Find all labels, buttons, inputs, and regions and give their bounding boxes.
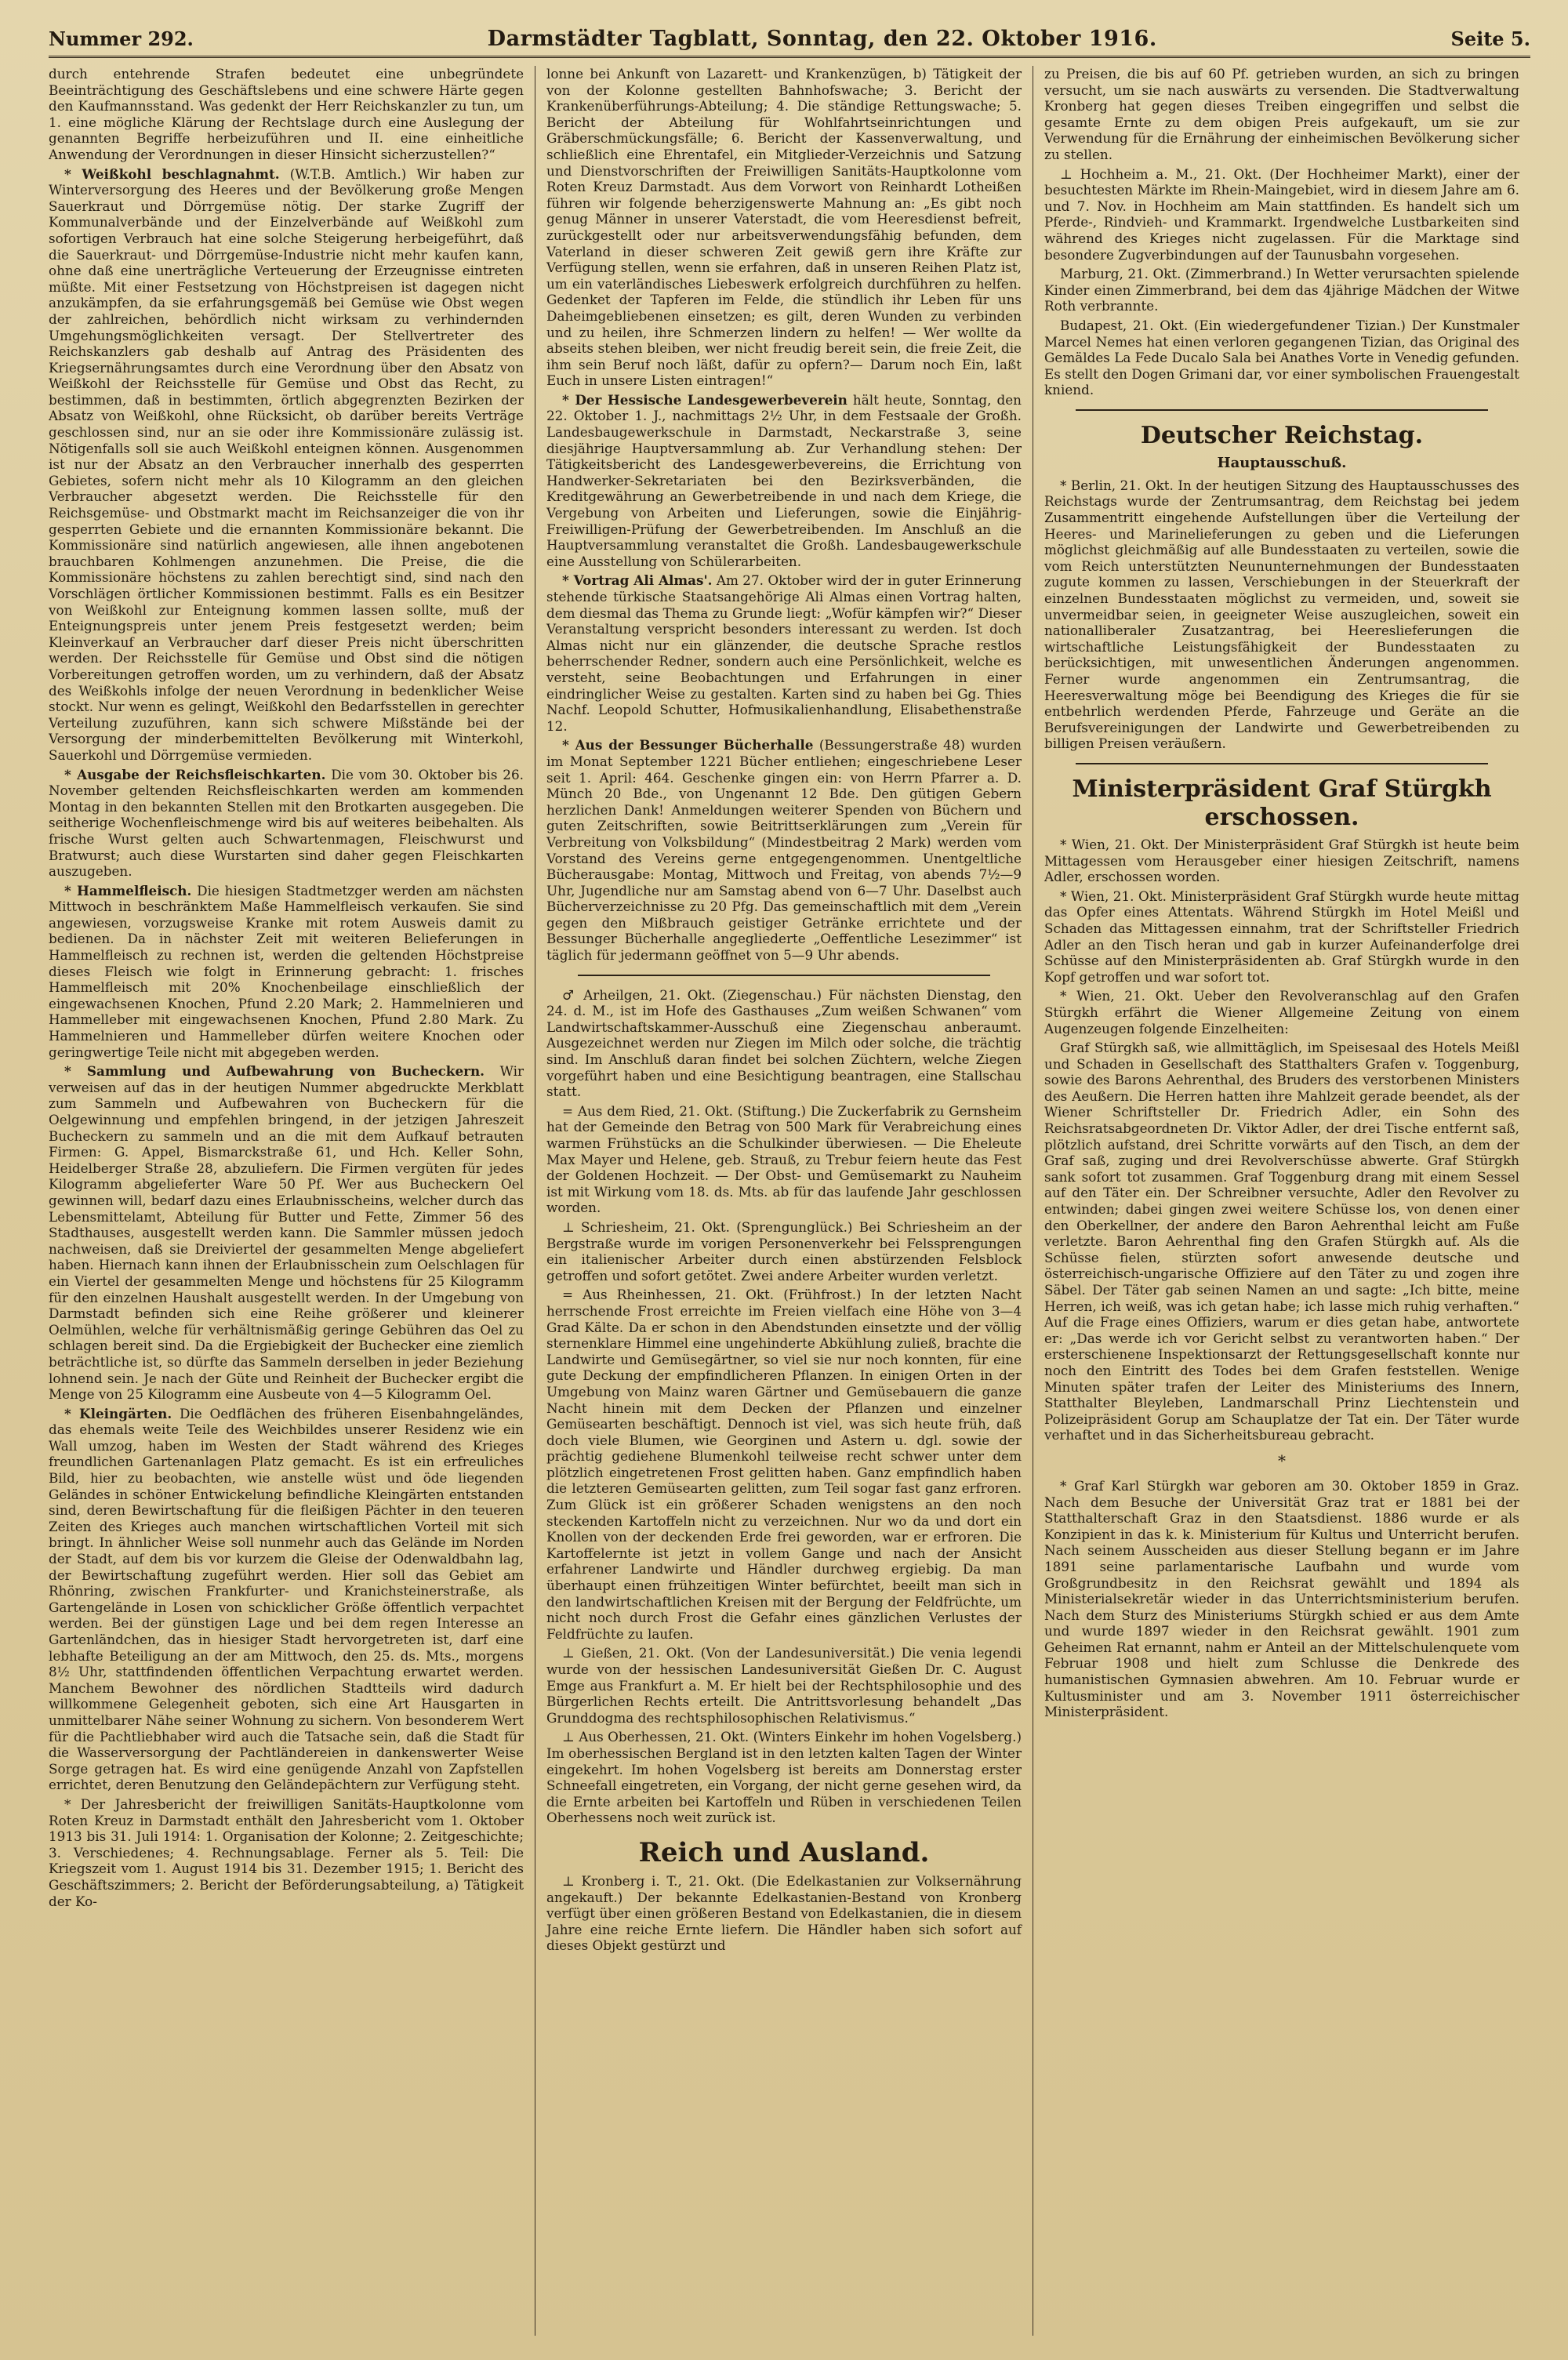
article-heading: * Sammlung und Aufbewahrung von Bucheckern. bbox=[64, 1063, 485, 1080]
separator-star: * bbox=[1278, 1450, 1286, 1470]
article-weisskohl bbox=[49, 166, 524, 764]
newspaper-title-date: Darmstädter Tagblatt, Sonntag, den 22. Oktober 1916. bbox=[487, 27, 1157, 51]
column-2 bbox=[535, 66, 1033, 2336]
column-1 bbox=[49, 66, 535, 2336]
article-fleischkarten bbox=[49, 767, 524, 880]
article-source: (W.T.B. Amtlich.) bbox=[289, 165, 407, 182]
article-rheinhessen: = Aus Rheinhessen, 21. Okt. (Frühfrost.) In der letzten Nacht herrschende Frost erreichte im Freien vielfach eine Höhe von 3—4 Grad Kälte. Da er schon in den Abendstunden einsetzte und der völlig sternenklare Himmel eine ungehinderte Abkühlung zuließ, brachte die Landwirte und Gemüsegärtner, so viel sie nur noch konnten, für eine gute Deckung der empfindlicheren Pflanzen. In einigen Orten in der Umgebung von Mainz waren Gärtner und Gemüsebauern die ganze Nacht hinein mit dem Decken der Pflanzen und einzelner Gemüsearten beschäftigt. Dennoch ist viel, was sich heute früh, daß doch viele Blumen, wie Georginen und Astern u. dgl. sowie der prächtig gediehene Blumenkohl teilweise recht schwer unter dem plötzlich eingetretenen Frost gelitten haben. Ganz empfindlich haben die letzteren Gemüsearten gelitten, zum Teil sogar fast ganz erfroren. Zum Glück ist ein größerer Schaden wenigstens an den noch steckenden Kartoffeln nicht zu verzeichnen. Nur wo da und dort ein Knollen von der deckenden Erde frei geworden, war er erfroren. Die Kartoffelernte ist jetzt in vollem Gange und nach der Ansicht erfahrener Landwirte und Händler durchweg ergiebig. Da man überhaupt einen frühzeitigen Winter befürchtet, beeilt man sich in den landwirtschaftlichen Kreisen mit der Bergung der Feldfrüchte, um nicht noch durch Frost die Gefahr eines gänzlichen Verlustes der Feldfrüchte zu laufen. bbox=[546, 1287, 1022, 1642]
article-reichstag: * Berlin, 21. Okt. In der heutigen Sitzung des Hauptausschusses des Reichstags wurde der Zentrumsantrag, dem Reichstag bei jedem Zusammentritt eingehende Aufstellungen über die Verteilung der Heeres- und Marinelieferungen zu geben und die Lieferungen möglichst gleichmäßig auf alle Bundesstaaten zu verteilen, sowie die vom Reich unterstützten Neununternehmungen der Bundesstaaten zugute kommen zu lassen, Verschiebungen in der Steuerkraft der einzelnen Bundesstaaten möglichst zu vermeiden, und, soweit sie unvermeidbar seien, in geeigneter Weise auszugleichen, soweit ein nationalliberaler Zusatzantrag, bei Heereslieferungen die wirtschaftliche Leistungsfähigkeit der Bundesstaaten zu berücksichtigen, mit unwesentlichen Änderungen angenommen. Ferner wurde angenommen ein Zentrumsantrag, die Heeresverwaltung möge bei Beendigung des Krieges die für sie entbehrlich werdenden Pferde, Fahrzeuge und Geräte an die Berufsvereinigungen der Landwirte und Gewerbetreibenden zu billigen Preisen veräußern. bbox=[1044, 477, 1519, 752]
section-title: Reich und Ausland. bbox=[638, 1836, 930, 1868]
article-oberhessen: ⊥ Aus Oberhessen, 21. Okt. (Winters Einkehr im hohen Vogelsberg.) Im oberhessischen Bergland ist in den letzten kalten Tagen der Winter eingekehrt. Im hohen Vogelsberg ist bereits am Donnerstag erster Schneefall eingetreten, ein Vorgang, der nicht gerne gesehen wird, da die Ernte arbeiten bei Kartoffeln und Rüben in verschiedenen Teilen Oberhessens noch weit zurück ist. bbox=[546, 1729, 1022, 1826]
masthead bbox=[49, 27, 1530, 58]
article-stuergkh-bio: * Graf Karl Stürgkh war geboren am 30. Oktober 1859 in Graz. Nach dem Besuche der Universität Graz trat er 1881 bei der Statthalterschaft Graz in den Staatsdienst. 1886 wurde er als Konzipient in das k. k. Ministerium für Kultus und Unterricht berufen. Nach seinem Ausscheiden aus dieser Stellung begann er im Jahre 1891 seine parlamentarische Laufbahn und wurde vom Großgrundbesitz in den Reichsrat gewählt und 1894 als Ministerialsekretär wieder in das Unterrichtsministerium berufen. Nach dem Sturz des Ministeriums Stürgkh schied er aus dem Amte und wurde 1897 wieder in den Reichsrat gewählt. 1901 zum Geheimen Rat ernannt, nahm er Anteil an der Mittelschulenquete vom Februar 1908 und hielt zum Schlusse die Denkrede des humanistischen Gymnasien abwehren. Am 10. Februar wurde er Kultusminister und am 3. November 1911 österreichischer Ministerpräsident. bbox=[1044, 1477, 1519, 1720]
article-hochheim: ⊥ Hochheim a. M., 21. Okt. (Der Hochheimer Markt), einer der besuchtesten Märkte im Rhein-Maingebiet, wird in diesem Jahre am 6. und 7. Nov. in Hochheim am Main stattfinden. Es handelt sich um Pferde-, Rindvieh- und Krammarkt. Irgendwelche Lustbarkeiten sind während des Krieges nicht zugelassen. Für die Marktage sind besondere Zugverbindungen auf der Taunusbahn vorgesehen. bbox=[1044, 165, 1519, 263]
article-heading: * Hammelfleisch. bbox=[64, 882, 192, 899]
article-body: Am 27. Oktober wird der in guter Erinnerung stehende türkische Staatsangehörige Ali Almas einen Vortrag halten, dem diesmal das Thema zu Grunde liegt: „Wofür kämpfen wir?“ Dieser Veranstaltung verspricht besonders interessant zu werden. Ist doch Almas nicht nur ein glänzender, die deutsche Sprache restlos beherrschender Redner, sondern auch eine Persönlichkeit, welche es versteht, seine Beobachtungen und Erfahrungen in einer eindringlicher Weise zu gestalten. Karten sind zu haben bei Gg. Thies Nachf. Leopold Schutter, Hofmusikalienhandlung, Elisabethenstraße 12. bbox=[546, 572, 1022, 734]
article-stuergkh-4: Graf Stürgkh saß, wie allmittäglich, im Speisesaal des Hotels Meißl und Schaden in Gesellschaft des Statthalters Grafen v. Toggenburg, sowie des Barons Aehrenthal, des Bruders des verstorbenen Ministers des Aeußern. Die Herren hatten ihre Mahlzeit gerade beendet, als der Wiener Schriftsteller Dr. Friedrich Adler, ein Sohn des Reichsratsabgeordneten Dr. Viktor Adler, der drei Tische entfernt saß, plötzlich aufstand, drei Schritte vorwärts auf den Tisch, an dem der Graf saß, zuging und drei Revolverschüsse abwerte. Graf Stürgkh sank sofort tot zusammen. Graf Toggenburg drang mit einem Sessel auf den Täter ein. Der Schreibner versuchte, Adler den Revolver zu entwinden; dabei gingen zwei weitere Schüsse los, von denen einer den Oberkellner, der andere den Baron Aehrenthal leicht am Fuße verletzte. Baron Aehrenthal fing den Grafen Stürgkh auf. Als die Schüsse fielen, stürzten sofort anwesende deutsche und österreichisch-ungarische Offiziere auf den Täter zu und zogen ihre Säbel. Der Täter gab seinen Namen an und sagte: „Ich bitte, meine Herren, ich weiß, was ich getan habe; ich lasse mich ruhig verhaften.“ Auf die Frage eines Offiziers, warum er dies getan habe, antwortete er: „Das werde ich vor Gericht selbst zu verantworten haben.“ Der ersterschienene Inspektionsarzt der Rettungsgesellschaft konnte nur noch den Eintritt des Todes bei dem Grafen feststellen. Wenige Minuten später trafen der Leiter des Ministeriums des Innern, Statthalter Bleyleben, Landmarschall Prinz Liechtenstein und Polizeipräsident Gorup am Schauplatze der Tat ein. Der Täter wurde verhaftet und in das Sicherheitsbureau gebracht. bbox=[1044, 1040, 1519, 1443]
article-kleingaerten bbox=[49, 1406, 524, 1793]
article-landesgewerbeverein bbox=[546, 392, 1022, 570]
article-budapest: Budapest, 21. Okt. (Ein wiedergefundener Tizian.) Der Kunstmaler Marcel Nemes hat einen verloren gegangenen Tizian, das Original des Gemäldes La Fede Ducalo Sala bei Anathes Vorte in Venedig gefunden. Es stellt den Dogen Grimani dar, vor einer symbolischen Frauengestalt kniend. bbox=[1044, 317, 1519, 398]
article-body: Die Oedflächen des früheren Eisenbahngeländes, das ehemals weite Teile des Weichbildes unserer Residenz wie ein Wall umzog, haben im Westen der Stadt während des Krieges freundlichen Gartenanlagen Platz gemacht. Es ist ein erfreuliches Bild, hier zu beobachten, wie anstelle wüst und öde liegenden Geländes in schöner Entwickelung befindliche Kleingärten entstanden sind, deren Bewirtschaftung für die fleißigen Pächter in den teueren Zeiten des Krieges auch manchen wirtschaftlichen Vorteil mit sich bringt. In ähnlicher Weise soll nunmehr auch das Gelände im Norden der Stadt, auf dem bis vor kurzem die Gleise der Odenwaldbahn lag, der Bewirtschaftung zugeführt werden. Hier soll das Gebiet am Rhönring, zwischen Frankfurter- und Kranichsteinerstraße, als Gartengelände in Losen von schicklicher Größe öffentlich verpachtet werden. Bei der günstigen Lage und bei dem regen Interesse an Gartenländchen, das in hiesiger Stadt hervorgetreten ist, darf eine lebhafte Beteiligung an der am Mittwoch, den 25. ds. Mts., morgens 8½ Uhr, stattfindenden öffentlichen Verpachtung erwartet werden. Manchem Bewohner des nördlichen Stadtteils wird dadurch willkommene Gelegenheit geboten, sich eine Art Hausgarten in unmittelbarer Nähe seiner Wohnung zu sichern. Von besonderem Wert für die Pachtliebhaber wird auch die Tatsache sein, daß die Stadt für die Wasserversorgung der Pachtländereien in dankenswerter Weise Sorge getragen hat. Es wird eine genügende Anzahl von Zapfstellen errichtet, deren Benutzung den Geländepächtern zur Verfügung steht. bbox=[49, 1405, 524, 1793]
article-body: Wir haben zur Winterversorgung des Heeres und der Bevölkerung große Mengen Sauerkraut und Dörrgemüse nötig. Der starke Zugriff der Kommunalverbände und der Einzelverbände auf Weißkohl zum sofortigen Verbrauch hat eine solche Steigerung herbeigeführt, daß die Sauerkraut- und Dörrgemüse-Industrie nicht mehr kaufen kann, ohne daß eine unerträgliche Verteuerung der Erzeugnisse eintreten müßte. Mit einer Festsetzung von Höchstpreisen ist dagegen nicht anzukämpfen, da sie erfahrungsgemäß bei Gemüse wie Obst wegen der zahlreichen, behördlich nicht wirksam zu verhindernden Umgehungsmöglichkeiten versagt. Der Stellvertreter des Reichskanzlers gab deshalb auf Antrag des Präsidenten des Kriegsernährungsamtes durch eine Verordnung über den Absatz von Weißkohl der Reichsstelle für Gemüse und Obst das Recht, zu bestimmen, daß in bestimmten, örtlich abgegrenzten Bezirken der Absatz von Weißkohl, ohne Rücksicht, ob darüber bereits Verträge geschlossen sind, nur an sie oder ihre Kommissionäre zulässig ist. Nötigenfalls soll sie auch Weißkohl enteignen können. Ausgenommen ist nur der Absatz an den Verbraucher innerhalb des gesperrten Gebietes, sofern nicht mehr als 10 Kilogramm an den gleichen Verbraucher abgesetzt werden. Die Reichsstelle für den Reichsgemüse- und Obstmarkt macht im Reichsanzeiger die von ihr gesperrten Gebiete und die ernannten Kommissionäre bekannt. Die Kommissionäre sind natürlich angewiesen, alle ihnen angebotenen brauchbaren Kohlmengen anzunehmen. Die Preise, die die Kommissionäre höchstens zu zahlen berechtigt sind, sind nach den Vorschlägen örtlicher Kommissionen bestimmt. Falls es ein Besitzer von Weißkohl zur Enteignung kommen lassen sollte, muß der Enteignungspreis unter jenem Preis festgesetzt werden; beim Kleinverkauf an Verbraucher darf dieser Preis nicht überschritten werden. Der Reichsstelle für Gemüse und Obst sind die nötigen Vorbereitungen getroffen worden, um zu verhindern, daß der Absatz des Weißkohls infolge der neuen Verordnung in bedenklicher Weise stockt. Nur wenn es gelingt, Weißkohl den Bedarfsstellen in gerechter Verteilung zuzuführen, kann sich schwere Mißstände bei der Versorgung der minderbemittelten Bevölkerung mit Winterkohl, Sauerkohl und Dörrgemüse vermieden. bbox=[49, 165, 524, 763]
article-ali-almas bbox=[546, 572, 1022, 734]
article-continuation: durch entehrende Strafen bedeutet eine unbegründete Beeinträchtigung des Geschäftslebens und eine schwere Härte gegen den Kaufmannsstand. Was gedenkt der Herr Reichskanzler zu tun, um 1. eine mögliche Klärung der Rechtslage durch eine Auslegung der genannten Begriffe herbeizuführen und II. eine einheitliche Anwendung der Verordnungen in dieser Hinsicht sicherzustellen?“ bbox=[49, 66, 524, 162]
article-schriesheim: ⊥ Schriesheim, 21. Okt. (Sprengunglück.) Bei Schriesheim an der Bergstraße wurde im vorigen Personenverkehr bei Felssprengungen ein italienischer Arbeiter durch einen abstürzenden Felsblock getroffen und sofort getötet. Zwei andere Arbeiter wurden verletzt. bbox=[546, 1218, 1022, 1283]
article-giessen: ⊥ Gießen, 21. Okt. (Von der Landesuniversität.) Die venia legendi wurde von der hessischen Landesuniversität Gießen Dr. C. August Emge aus Frankfurt a. M. Er hielt bei der Rechtsphilosophie und des Bürgerlichen Rechts erteilt. Die Antrittsvorlesung behandelt „Das Grunddogma des rechtsphilosophischen Relativismus.“ bbox=[546, 1645, 1022, 1726]
article-body: Die hiesigen Stadtmetzger werden am nächsten Mittwoch in beschränktem Maße Hammelfleisch verkaufen. Sie sind angewiesen, vorzugsweise Kranke mit rotem Ausweis damit zu bedienen. Da in nächster Zeit mit weiteren Belieferungen in Hammelfleisch zu rechnen ist, werden die geltenden Höchstpreise dieses Fleisch wie folgt in Erinnerung gebracht: 1. frisches Hammelfleisch mit 20% Knochenbeilage einschließlich der eingewachsenen Knochen, Pfund 2.20 Mark; 2. Hammelnieren und Hammelleber mit eingewachsenen Knochen, Pfund 2.80 Mark. Zu Hammelnieren und Hammelleber dürfen weitere Knochen oder geringwertige Teile nicht mit abgegeben werden. bbox=[49, 882, 524, 1060]
column-3 bbox=[1033, 66, 1530, 2336]
page-number: Seite 5. bbox=[1450, 27, 1530, 50]
article-kronberg: ⊥ Kronberg i. T., 21. Okt. (Die Edelkastanien zur Volksernährung angekauft.) Der bekannte Edelkastanien-Bestand von Kronberg verfügt über einen größeren Bestand von Edelkastanien, die in diesem Jahre eine reiche Ernte liefern. Die Händler haben sich sofort auf dieses Objekt gestürzt und bbox=[546, 1872, 1022, 1954]
article-buecherhalle bbox=[546, 737, 1022, 963]
section-subtitle: Hauptausschuß. bbox=[1217, 454, 1347, 471]
article-heading: * Ausgabe der Reichsfleischkarten. bbox=[64, 766, 326, 782]
article-body: Die vom 30. Oktober bis 26. November geltenden Reichsfleischkarten werden am kommenden Montag in den bekannten Stellen mit den Brotkarten ausgegeben. Die seitherige Wochenfleischmenge wird bis auf weiteres beibehalten. Als frische Wurst gelten auch Schwartenmagen, Fleischwurst und Bratwurst; auch diese Wurstarten sind daher gegen Fleischkarten auszugeben. bbox=[49, 766, 524, 880]
article-continuation: zu Preisen, die bis auf 60 Pf. getrieben wurden, an sich zu bringen versucht, um sie nach auswärts zu versenden. Die Stadtverwaltung Kronberg hat gegen dieses Treiben eingegriffen und selbst die gesamte Ernte zu dem obigen Preis aufgekauft, um sie zur Verwendung für die Ernährung der einheimischen Bevölkerung sicher zu stellen. bbox=[1044, 66, 1519, 162]
article-bucheckern bbox=[49, 1063, 524, 1402]
article-body: Wir verweisen auf das in der heutigen Nummer abgedruckte Merkblatt zum Sammeln und Aufbewahren von Bucheckern für die Oelgewinnung und empfehlen bringend, in der jetzigen Jahreszeit Bucheckern zu sammeln und an die mit dem Aufkauf betrauten Firmen: G. Appel, Bismarckstraße 61, und Hch. Keller Sohn, Heidelberger Straße 28, abzuliefern. Die Firmen vergüten für jedes Kilogramm abgelieferter Ware 50 Pf. Wer aus Bucheckern Oel gewinnen will, bedarf dazu eines Erlaubnisscheins, welcher durch das Lebensmittelamt, Abteilung für Butter und Fette, Zimmer 56 des Stadthauses, ausgestellt werden kann. Die Sammler müssen jedoch nachweisen, daß sie Dreiviertel der gesammelten Menge abgeliefert haben. Hiernach kann ihnen der Erlaubnisschein zum Oelschlagen für ein Viertel der gesammelten Menge und höchstens für 25 Kilogramm für den einzelnen Haushalt ausgestellt werden. In der Umgebung von Darmstadt befinden sich eine Reihe größerer und kleinerer Oelmühlen, welche für verhältnismäßig geringe Gebühren das Oel zu schlagen bereit sind. Da die Ergiebigkeit der Buchecker eine ziemlich beträchtliche ist, so dürfte das Sammeln derselben in jeder Beziehung lohnend sein. Je nach der Güte und Reinheit der Buchecker ergibt die Menge von 25 Kilogramm eine Ausbeute von 4—5 Kilogramm Oel. bbox=[49, 1063, 524, 1403]
article-arheilgen: ♂ Arheilgen, 21. Okt. (Ziegenschau.) Für nächsten Dienstag, den 24. d. M., ist im Hofe des Gasthauses „Zum weißen Schwanen“ vom Landwirtschaftskammer-Ausschuß eine Ziegenschau anberaumt. Ausgezeichnet werden nur Ziegen im Milch oder solche, die trächtig sind. Im Anschluß daran findet bei solchen Züchtern, welche Ziegen vorgeführt haben und eine Besichtigung beantragen, eine Stallschau statt. bbox=[546, 986, 1022, 1100]
article-marburg: Marburg, 21. Okt. (Zimmerbrand.) In Wetter verursachten spielende Kinder einen Zimmerbrand, bei dem das 4jährige Mädchen der Witwe Roth verbrannte. bbox=[1044, 266, 1519, 314]
divider bbox=[1076, 763, 1488, 764]
article-stuergkh-1: * Wien, 21. Okt. Der Ministerpräsident Graf Stürgkh ist heute beim Mittagessen vom Herausgeber einer hiesigen Zeitschrift, namens Adler, erschossen worden. bbox=[1044, 836, 1519, 885]
article-body: (Bessungerstraße 48) wurden im Monat September 1221 Bücher entliehen; eingeschriebene Leser seit 1. April: 464. Geschenke gingen ein: von Herrn Pfarrer a. D. Münch 20 Bde., von Ungenannt 12 Bde. Den gütigen Gebern herzlichen Dank! Anmeldungen weiterer Spenden von Büchern und guten Zeitschriften, sowie Beitrittserklärungen zum „Verein für Verbreitung von Volksbildung“ (Mindestbeitrag 2 Mark) werden vom Vorstand des Vereins gerne entgegengenommen. Unentgeltliche Bücherausgabe: Montag, Mittwoch und Freitag, von abends 7½—9 Uhr, Jugendliche nur am Samstag abend von 6—7 Uhr. Daselbst auch Bücherverzeichnisse zu 20 Pfg. Das gemeinschaftlich mit dem „Verein gegen den Mißbrauch geistiger Getränke errichtete und der Bessunger Bücherhalle angegliederte „Oeffentliche Lesezimmer“ ist täglich für jedermann geöffnet von 5—9 Uhr abends. bbox=[546, 737, 1022, 964]
divider bbox=[1076, 409, 1488, 411]
article-hammelfleisch bbox=[49, 883, 524, 1061]
section-title: Deutscher Reichstag. bbox=[1140, 421, 1424, 449]
article-body: hält heute, Sonntag, den 22. Oktober 1. J., nachmittags 2½ Uhr, in dem Festsaale der Großh. Landesbaugewerkschule in Darmstadt, Neckarstraße 3, seine diesjährige Hauptversammlung ab. Zur Verhandlung stehen: Der Tätigkeitsbericht des Landesgewerbevereins, die Errichtung von Handwerker-Sekretariaten bei den Bezirksverbänden, die Kreditgewährung an Gewerbetreibende in und nach dem Kriege, die Vergebung von Arbeiten und Lieferungen, sowie die Einjährig-Freiwilligen-Prüfung der Gewerbetreibenden. Im Anschluß an die Hauptversammlung veranstaltet die Großh. Landesbaugewerkschule eine Ausstellung von Schülerarbeiten. bbox=[546, 391, 1022, 569]
article-stuergkh-2: * Wien, 21. Okt. Ministerpräsident Graf Stürgkh wurde heute mittag das Opfer eines Attentats. Während Stürgkh im Hotel Meißl und Schaden das Mittagessen einnahm, trat der Schriftsteller Friedrich Adler an den Tisch heran und gab in kurzer Aufeinanderfolge drei Schüsse auf den Ministerpräsidenten ab. Graf Stürgkh wurde in den Kopf getroffen und war sofort tot. bbox=[1044, 888, 1519, 985]
article-heading: * Kleingärten. bbox=[64, 1405, 172, 1421]
article-heading: * Aus der Bessunger Bücherhalle bbox=[562, 737, 814, 753]
issue-number: Nummer 292. bbox=[49, 27, 194, 50]
section-title: Ministerpräsident Graf Stürgkh erschossen. bbox=[1072, 775, 1492, 831]
article-heading: * Der Hessische Landesgewerbeverein bbox=[562, 391, 848, 408]
article-stuergkh-3: * Wien, 21. Okt. Ueber den Revolveranschlag auf den Grafen Stürgkh erfährt die Wiener Allgemeine Zeitung von einem Augenzeugen folgende Einzelheiten: bbox=[1044, 988, 1519, 1037]
article-ried: = Aus dem Ried, 21. Okt. (Stiftung.) Die Zuckerfabrik zu Gernsheim hat der Gemeinde den Betrag von 500 Mark für Verabreichung eines warmen Frühstücks an die Schulkinder überwiesen. — Die Eheleute Max Mayer und Helene, geb. Strauß, zu Trebur feiern heute das Fest der Goldenen Hochzeit. — Der Obst- und Gemüsemarkt zu Nauheim ist mit Wirkung vom 18. ds. Mts. ab für das laufende Jahr geschlossen worden. bbox=[546, 1102, 1022, 1216]
article-heading: * Vortrag Ali Almas'. bbox=[562, 572, 713, 589]
article-sanitaets-kolonne: * Der Jahresbericht der freiwilligen Sanitäts-Hauptkolonne vom Roten Kreuz in Darmstadt enthält den Jahresbericht vom 1. Oktober 1913 bis 31. Juli 1914: 1. Organisation der Kolonne; 2. Zeitgeschichte; 3. Verschiedenes; 4. Rechnungsablage. Ferner als 5. Teil: Die Kriegszeit vom 1. August 1914 bis 31. Dezember 1915; 1. Bericht des Geschäftszimmers; 2. Bericht der Beförderungsabteilung, a) Tätigkeit der Ko- bbox=[49, 1795, 524, 1909]
article-heading: * Weißkohl beschlagnahmt. bbox=[64, 165, 280, 182]
columns bbox=[49, 66, 1530, 2336]
divider bbox=[578, 975, 990, 976]
article-continuation: lonne bei Ankunft von Lazarett- und Krankenzügen, b) Tätigkeit der von der Kolonne gestellten Bahnhofswache; 3. Bericht der Krankenüberführungs-Abteilung; 4. Die ständige Rettungswache; 5. Bericht der Abteilung für Wohlfahrtseinrichtungen und Gräberschmückungsfälle; 6. Bericht der Kassenverwaltung, und schließlich eine Ehrentafel, ein Mitglieder-Verzeichnis und Satzung und Dienstvorschriften der Freiwilligen Sanitäts-Hauptkolonne vom Roten Kreuz Darmstadt. Aus dem Vorwort von Reinhardt Lotheißen führen wir folgende beherzigenswerte Mahnung an: „Es gibt noch genug Männer in unserer Vaterstadt, die vom Heeresdienst befreit, zurückgestellt oder nur arbeitsverwendungsfähig befunden, dem Vaterland in dieser schweren Zeit gewiß gern ihre Kräfte zur Verfügung stellen, wenn sie erfahren, daß in unseren Reihen Platz ist, um ein vaterländisches Liebeswerk erfolgreich durchführen zu helfen. Gedenket der Tapferen im Felde, die stündlich ihr Leben für uns Daheimgebliebenen einsetzen; es gilt, deren Wunden zu verbinden und zu heilen, ihre Schmerzen lindern zu helfen! — Wer wollte da abseits stehen bleiben, wer nicht freudig bereit sein, die freie Zeit, die ihm sein Beruf noch läßt, dafür zu opfern?— Darum noch Ein, laßt Euch in unsere Listen eintragen!“ bbox=[546, 66, 1022, 389]
